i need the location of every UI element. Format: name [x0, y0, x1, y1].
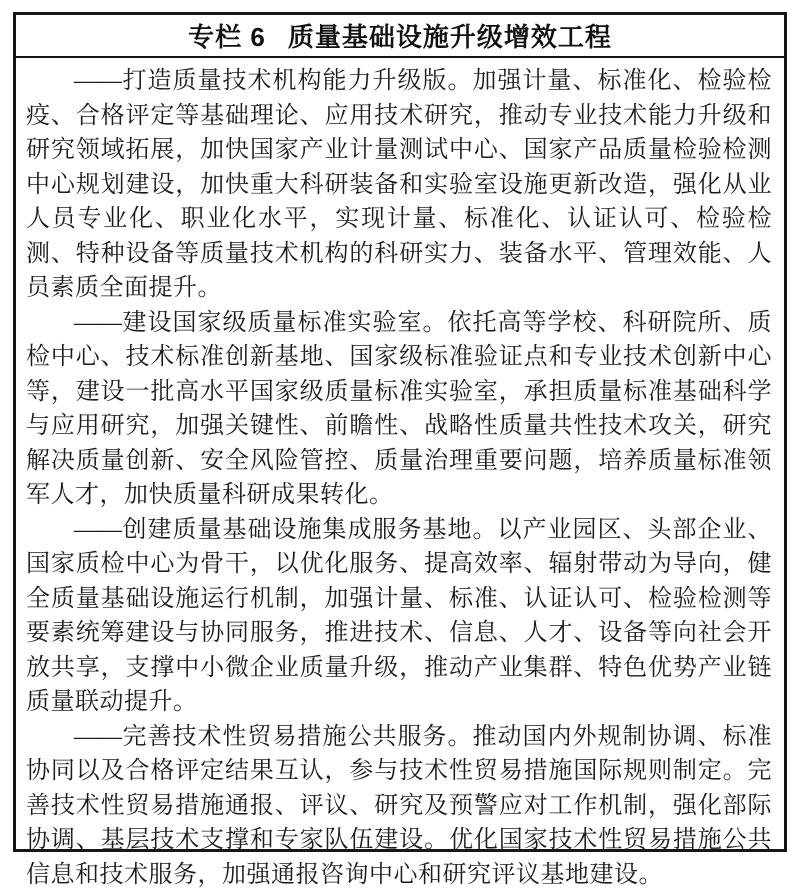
paragraph-text: 依托高等学校、科研院所、质检中心、技术标准创新基地、国家级标准验证点和专业技术创新中心等，建设一批高水平国家级质量标准实验室，承担质量标准基础科学与应用研究，加强关键性、前瞻性、战略性质量共性技术攻关，研究解决质量创新、安全风险管控、质量治理重要问题，培养质量标准领军人才，加快质量科研成果转化。	[26, 310, 772, 509]
paragraph-text: 推动国内外规制协调、标准协同以及合格评定结果互认，参与技术性贸易措施国际规则制定。完善技术性贸易措施通报、评议、研究及预警应对工作机制，强化部际协调、基层技术支撑和专家队伍建设。优化国家技术性贸易措施公共信息和技术服务，加强通报咨询中心和研究评议基地建设。	[26, 724, 772, 888]
paragraph-dash: ——	[74, 517, 122, 543]
box-title-text: 质量基础设施升级增效工程	[288, 17, 612, 54]
paragraph-lead: 完善技术性贸易措施公共服务。	[122, 724, 473, 750]
paragraph-text: 加强计量、标准化、检验检疫、合格评定等基础理论、应用技术研究，推动专业技术能力升级和研究领域拓展，加快国家产业计量测试中心、国家产品质量检验检测中心规划建设，加快重大科研装备和实验室设施更新改造，强化从业人员专业化、职业化水平，实现计量、标准化、认证认可、检验检测、特种设备等质量技术机构的科研实力、装备水平、管理效能、人员素质全面提升。	[26, 68, 772, 301]
paragraph-dash: ——	[74, 68, 122, 94]
paragraph-lead: 建设国家级质量标准实验室。	[122, 310, 448, 336]
body-paragraph	[26, 513, 772, 720]
box-body	[16, 58, 784, 892]
box-title-prefix: 专栏 6	[188, 17, 266, 54]
body-paragraph	[26, 720, 772, 892]
paragraph-dash: ——	[74, 724, 122, 750]
paragraph-text: 以产业园区、头部企业、国家质检中心为骨干，以优化服务、提高效率、辐射带动为导向，健全质量基础设施运行机制，加强计量、标准、认证认可、检验检测等要素统筹建设与协同服务，推进技术、信息、人才、设备等向社会开放共享，支撑中小微企业质量升级，推动产业集群、特色优势产业链质量联动提升。	[26, 517, 772, 716]
column-box	[13, 12, 787, 852]
box-title	[16, 15, 784, 58]
body-paragraph	[26, 64, 772, 306]
body-paragraph	[26, 306, 772, 513]
paragraph-lead: 创建质量基础设施集成服务基地。	[122, 517, 498, 543]
paragraph-dash: ——	[74, 310, 122, 336]
paragraph-lead: 打造质量技术机构能力升级版。	[122, 68, 473, 94]
